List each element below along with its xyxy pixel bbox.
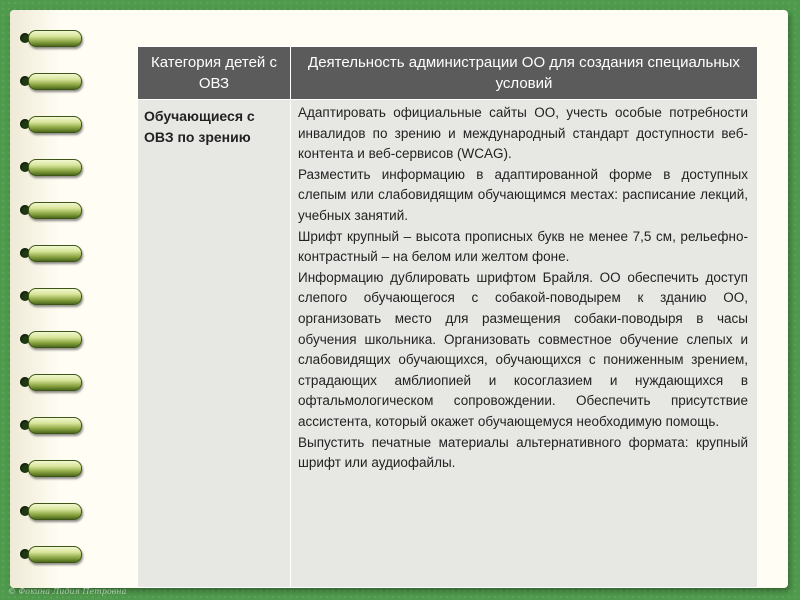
spiral-ring — [28, 374, 82, 391]
header-category: Категория детей с ОВЗ — [138, 47, 291, 100]
activities-cell — [291, 100, 758, 588]
activity-paragraph: Шрифт крупный – высота прописных букв не менее 7,5 см, рельефно-контрастный – на белом или желтом фоне. — [298, 228, 748, 265]
spiral-ring — [28, 546, 82, 563]
spiral-ring — [28, 288, 82, 305]
category-cell: Обучающиеся с ОВЗ по зрению — [138, 100, 291, 588]
spiral-ring — [28, 460, 82, 477]
conditions-table — [137, 46, 758, 588]
activity-paragraph: Адаптировать официальные сайты ОО, учесть особые потребности инвалидов по зрению и международный стандарт доступности веб-контента и веб-сервисов (WCAG). — [298, 105, 748, 162]
spiral-ring — [28, 202, 82, 219]
spiral-ring — [28, 331, 82, 348]
spiral-ring — [28, 159, 82, 176]
spiral-ring — [28, 503, 82, 520]
activity-paragraph: Разместить информацию в адаптированной форме в доступных слепым или слабовидящим обучающимся местах: расписание лекций, учебных занятий. — [298, 166, 748, 223]
table-row — [138, 100, 758, 588]
activity-paragraph: Выпустить печатные материалы альтернативного формата: крупный шрифт или аудиофайлы. — [298, 434, 748, 471]
spiral-ring — [28, 245, 82, 262]
table-header-row — [138, 47, 758, 100]
activity-paragraph: Информацию дублировать шрифтом Брайля. ОО обеспечить доступ слепого обучающегося с собакой-поводырем к зданию ОО, организовать место для размещения собаки-поводыря в часы обучения школьника. Организовать совместное обучение слепых и слабовидящих обучающихся, обучающихся с пониженным зрением, страдающих амблиопией и косоглазием и нуждающихся в офтальмологическом сопровождении. Обеспечить присутствие ассистента, который окажет обучающемуся необходимую помощь. — [298, 269, 748, 429]
header-activities: Деятельность администрации ОО для создания специальных условий — [291, 47, 758, 100]
spiral-ring — [28, 417, 82, 434]
author-watermark: © Фокина Лидия Петровна — [8, 587, 127, 596]
spiral-ring — [28, 73, 82, 90]
spiral-ring — [28, 116, 82, 133]
spiral-ring — [28, 30, 82, 47]
